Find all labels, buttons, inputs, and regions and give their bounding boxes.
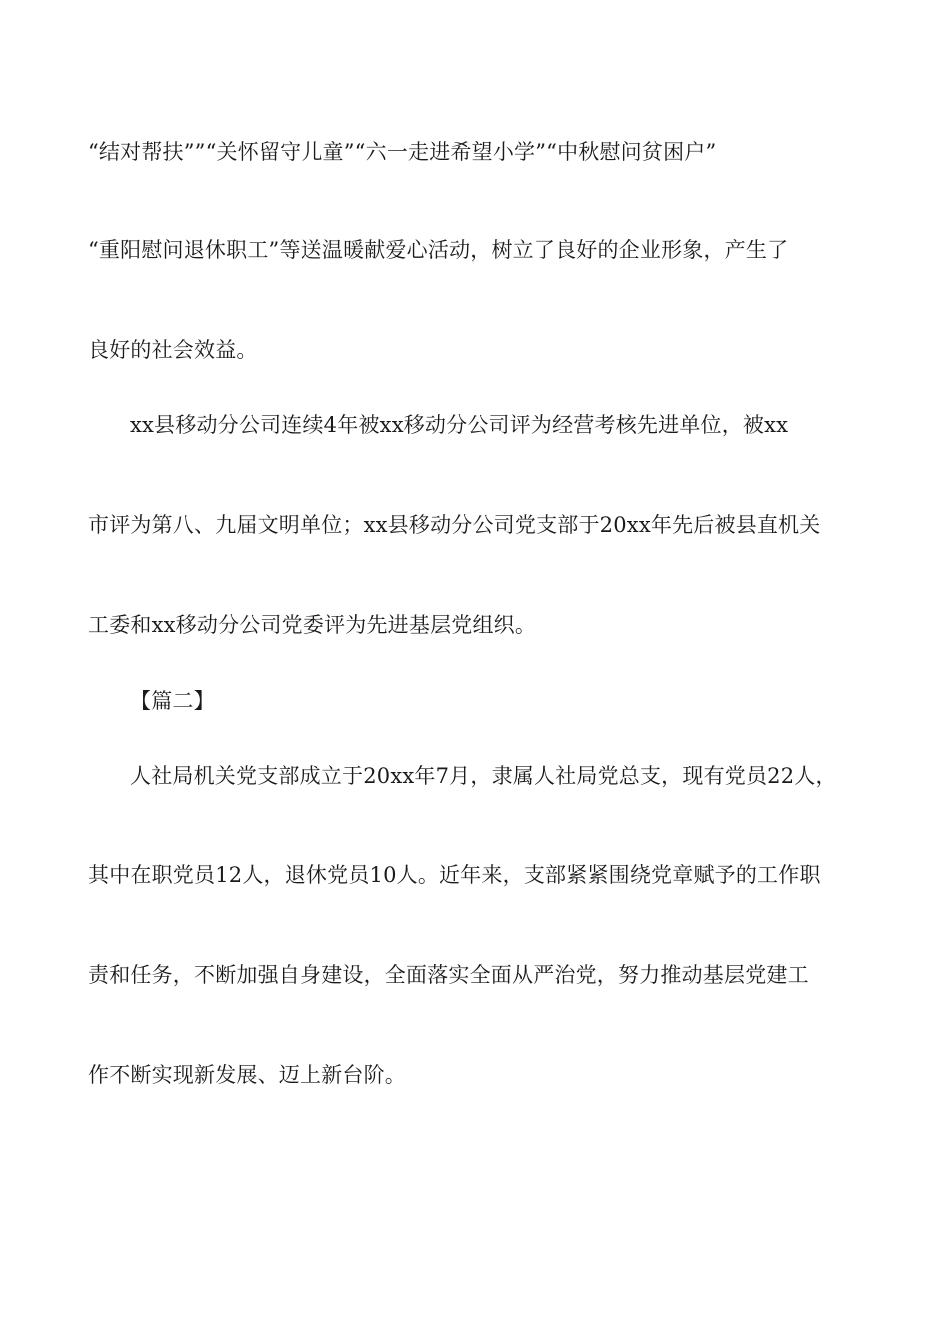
section-heading: 【篇二】 — [130, 689, 215, 713]
paragraph-line: 作不断实现新发展、迈上新台阶。 — [88, 1063, 406, 1087]
paragraph-line: “结对帮扶””“关怀留守儿童”“六一走进希望小学”“中秋慰问贫困户” — [88, 140, 717, 164]
paragraph-line: 良好的社会效益。 — [88, 338, 258, 362]
paragraph-line: 工委和xx移动分公司党委评为先进基层党组织。 — [88, 613, 537, 637]
paragraph-line: 市评为第八、九届文明单位；xx县移动分公司党支部于20xx年先后被县直机关 — [88, 513, 821, 537]
paragraph-line: 其中在职党员12人，退休党员10人。近年来，支部紧紧围绕党章赋予的工作职 — [88, 863, 821, 887]
paragraph-line: “重阳慰问退休职工”等送温暖献爱心活动，树立了良好的企业形象，产生了 — [88, 238, 789, 262]
paragraph-line: xx县移动分公司连续4年被xx移动分公司评为经营考核先进单位，被xx — [130, 413, 789, 437]
paragraph-line: 责和任务，不断加强自身建设，全面落实全面从严治党，努力推动基层党建工 — [88, 963, 809, 987]
paragraph-line: 人社局机关党支部成立于20xx年7月，隶属人社局党总支，现有党员22人， — [130, 764, 837, 788]
